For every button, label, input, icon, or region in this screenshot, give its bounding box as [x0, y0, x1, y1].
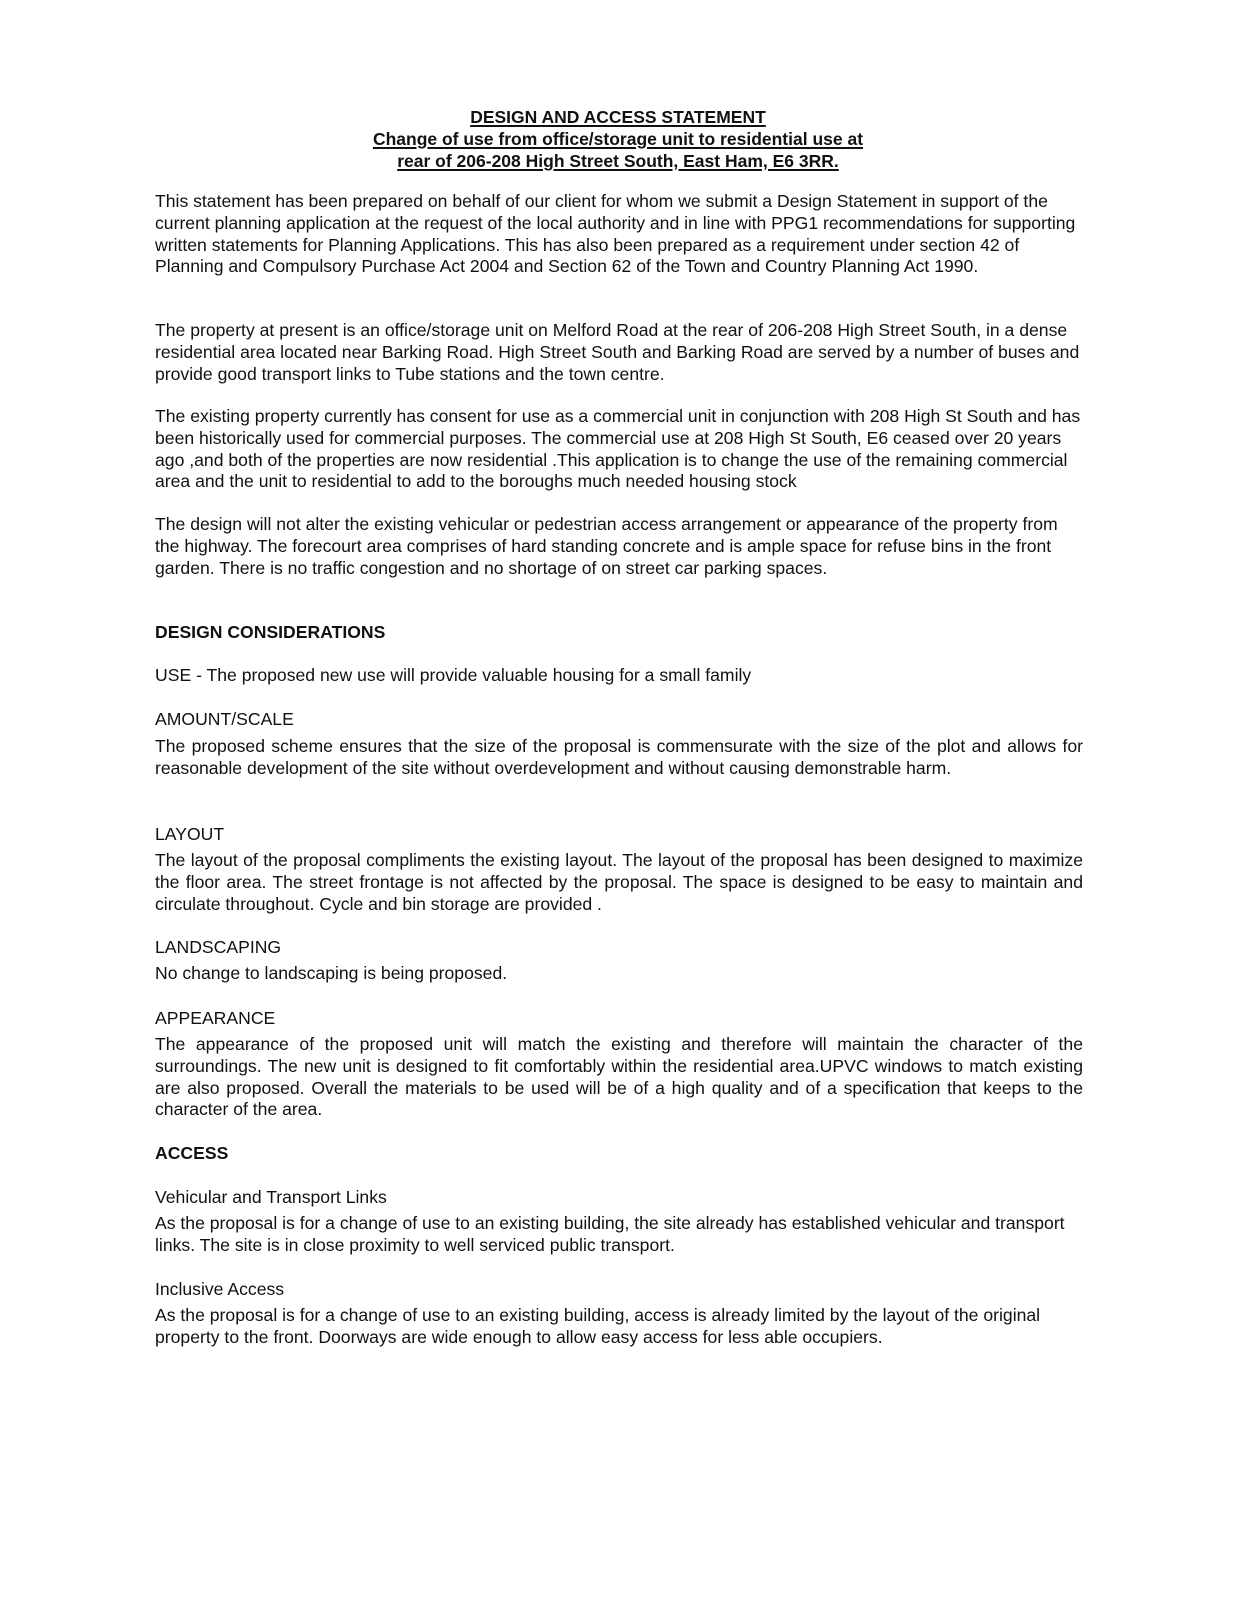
intro-paragraph-4: The design will not alter the existing vehicular or pedestrian access arrangement or appearance of the property from the highway. The forecourt area comprises of hard standing concrete and is ample space for refuse bins in the front garden. There is no traffic congestion and no shortage of on street car parking spaces. — [155, 514, 1058, 578]
landscaping-text: No change to landscaping is being proposed. — [155, 963, 508, 983]
vehicular-transport-heading: Vehicular and Transport Links — [155, 1187, 387, 1207]
layout-text: The layout of the proposal compliments the existing layout. The layout of the proposal has been designed to maximize the floor area. The street frontage is not affected by the proposal. The space is designed to be easy to maintain and circulate throughout. Cycle and bin storage are provided . — [155, 850, 1083, 914]
intro-paragraph-1: This statement has been prepared on behalf of our client for whom we submit a Design Statement in support of the current planning application at the request of the local authority and in line with PPG1 recommendations for supporting written statements for Planning Applications. This has also been prepared as a requirement under section 42 of Planning and Compulsory Purchase Act 2004 and Section 62 of the Town and Country Planning Act 1990. — [155, 191, 1076, 277]
document-title: DESIGN AND ACCESS STATEMENT — [470, 107, 766, 127]
amount-scale-heading: AMOUNT/SCALE — [155, 709, 294, 729]
appearance-heading: APPEARANCE — [155, 1008, 276, 1028]
inclusive-access-heading: Inclusive Access — [155, 1279, 285, 1299]
document-title-block — [0, 106, 1236, 172]
document-address: rear of 206-208 High Street South, East Ham, E6 3RR. — [397, 151, 839, 171]
use-statement: USE - The proposed new use will provide valuable housing for a small family — [155, 665, 752, 685]
vehicular-transport-text: As the proposal is for a change of use to an existing building, the site already has established vehicular and transport links. The site is in close proximity to well serviced public transport. — [155, 1213, 1065, 1255]
amount-scale-text: The proposed scheme ensures that the size of the proposal is commensurate with the size of the plot and allows for reasonable development of the site without overdevelopment and without causing demonstrable harm. — [155, 736, 1083, 778]
intro-paragraph-2: The property at present is an office/storage unit on Melford Road at the rear of 206-208 High Street South, in a dense residential area located near Barking Road. High Street South and Barking Road are served by a number of buses and provide good transport links to Tube stations and the town centre. — [155, 320, 1080, 384]
appearance-text: The appearance of the proposed unit will match the existing and therefore will maintain the character of the surroundings. The new unit is designed to fit comfortably within the residential area.UPVC windows to match existing are also proposed. Overall the materials to be used will be of a high quality and of a specification that keeps to the character of the area. — [155, 1034, 1083, 1120]
document-subtitle: Change of use from office/storage unit to residential use at — [372, 129, 864, 149]
landscaping-heading: LANDSCAPING — [155, 937, 282, 957]
access-heading: ACCESS — [155, 1143, 229, 1163]
inclusive-access-text: As the proposal is for a change of use to an existing building, access is already limited by the layout of the original property to the front. Doorways are wide enough to allow easy access for less able occupiers. — [155, 1305, 1041, 1347]
layout-heading: LAYOUT — [155, 824, 225, 844]
intro-paragraph-3: The existing property currently has consent for use as a commercial unit in conjunction with 208 High St South and has been historically used for commercial purposes. The commercial use at 208 High St South, E6 ceased over 20 years ago ,and both of the properties are now residential .This application is to change the use of the remaining commercial area and the unit to residential to add to the boroughs much needed housing stock — [155, 406, 1081, 492]
design-considerations-heading: DESIGN CONSIDERATIONS — [155, 622, 386, 642]
